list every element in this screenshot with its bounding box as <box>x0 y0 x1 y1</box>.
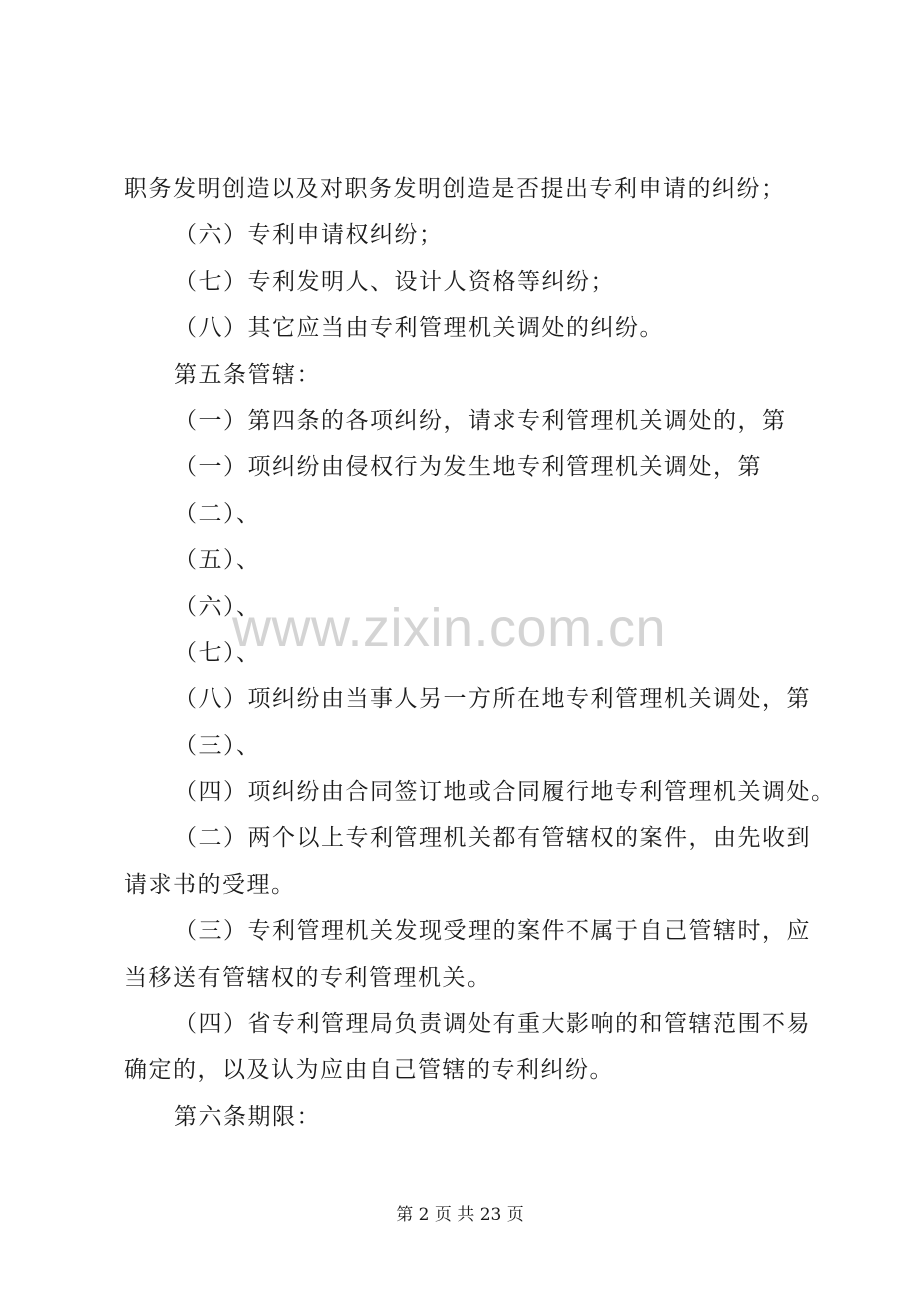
watermark: www.zixin.com.cn <box>232 598 667 658</box>
paragraph-line: （三）、 <box>174 732 261 759</box>
paragraph-line: （四）省专利管理局负责调处有重大影响的和管辖范围不易 <box>174 1011 811 1038</box>
paragraph-line: （八）其它应当由专利管理机关调处的纠纷。 <box>174 315 664 342</box>
paragraph-line: （二）两个以上专利管理机关都有管辖权的案件，由先收到 <box>174 825 811 852</box>
paragraph-line: 职务发明创造以及对职务发明创造是否提出专利申请的纠纷； <box>124 176 786 202</box>
paragraph-line: （一）项纠纷由侵权行为发生地专利管理机关调处，第 <box>174 454 762 481</box>
document-body <box>124 166 836 1140</box>
paragraph-line: 第六条期限： <box>174 1103 321 1130</box>
paragraph-line: （六）专利申请权纠纷； <box>174 222 444 249</box>
paragraph-line: 第五条管辖： <box>174 361 321 388</box>
paragraph-line: （一）第四条的各项纠纷，请求专利管理机关调处的，第 <box>174 407 787 434</box>
paragraph-line: （二）、 <box>174 500 261 527</box>
page-footer: 第 2 页 共 23 页 <box>396 1205 524 1225</box>
paragraph-line: （五）、 <box>174 547 261 574</box>
paragraph-line: 当移送有管辖权的专利管理机关。 <box>124 964 492 991</box>
paragraph-line: （七）专利发明人、设计人资格等纠纷； <box>174 268 615 295</box>
paragraph-line: （四）项纠纷由合同签订地或合同履行地专利管理机关调处。 <box>174 779 836 806</box>
paragraph-line: （六）、 <box>174 593 261 620</box>
paragraph-line: 请求书的受理。 <box>124 871 296 898</box>
paragraph-line: （三）专利管理机关发现受理的案件不属于自己管辖时，应 <box>174 918 811 945</box>
paragraph-line: 确定的，以及认为应由自己管辖的专利纠纷。 <box>124 1057 614 1084</box>
paragraph-line: （七）、 <box>174 639 261 666</box>
paragraph-line: （八）项纠纷由当事人另一方所在地专利管理机关调处，第 <box>174 686 811 713</box>
